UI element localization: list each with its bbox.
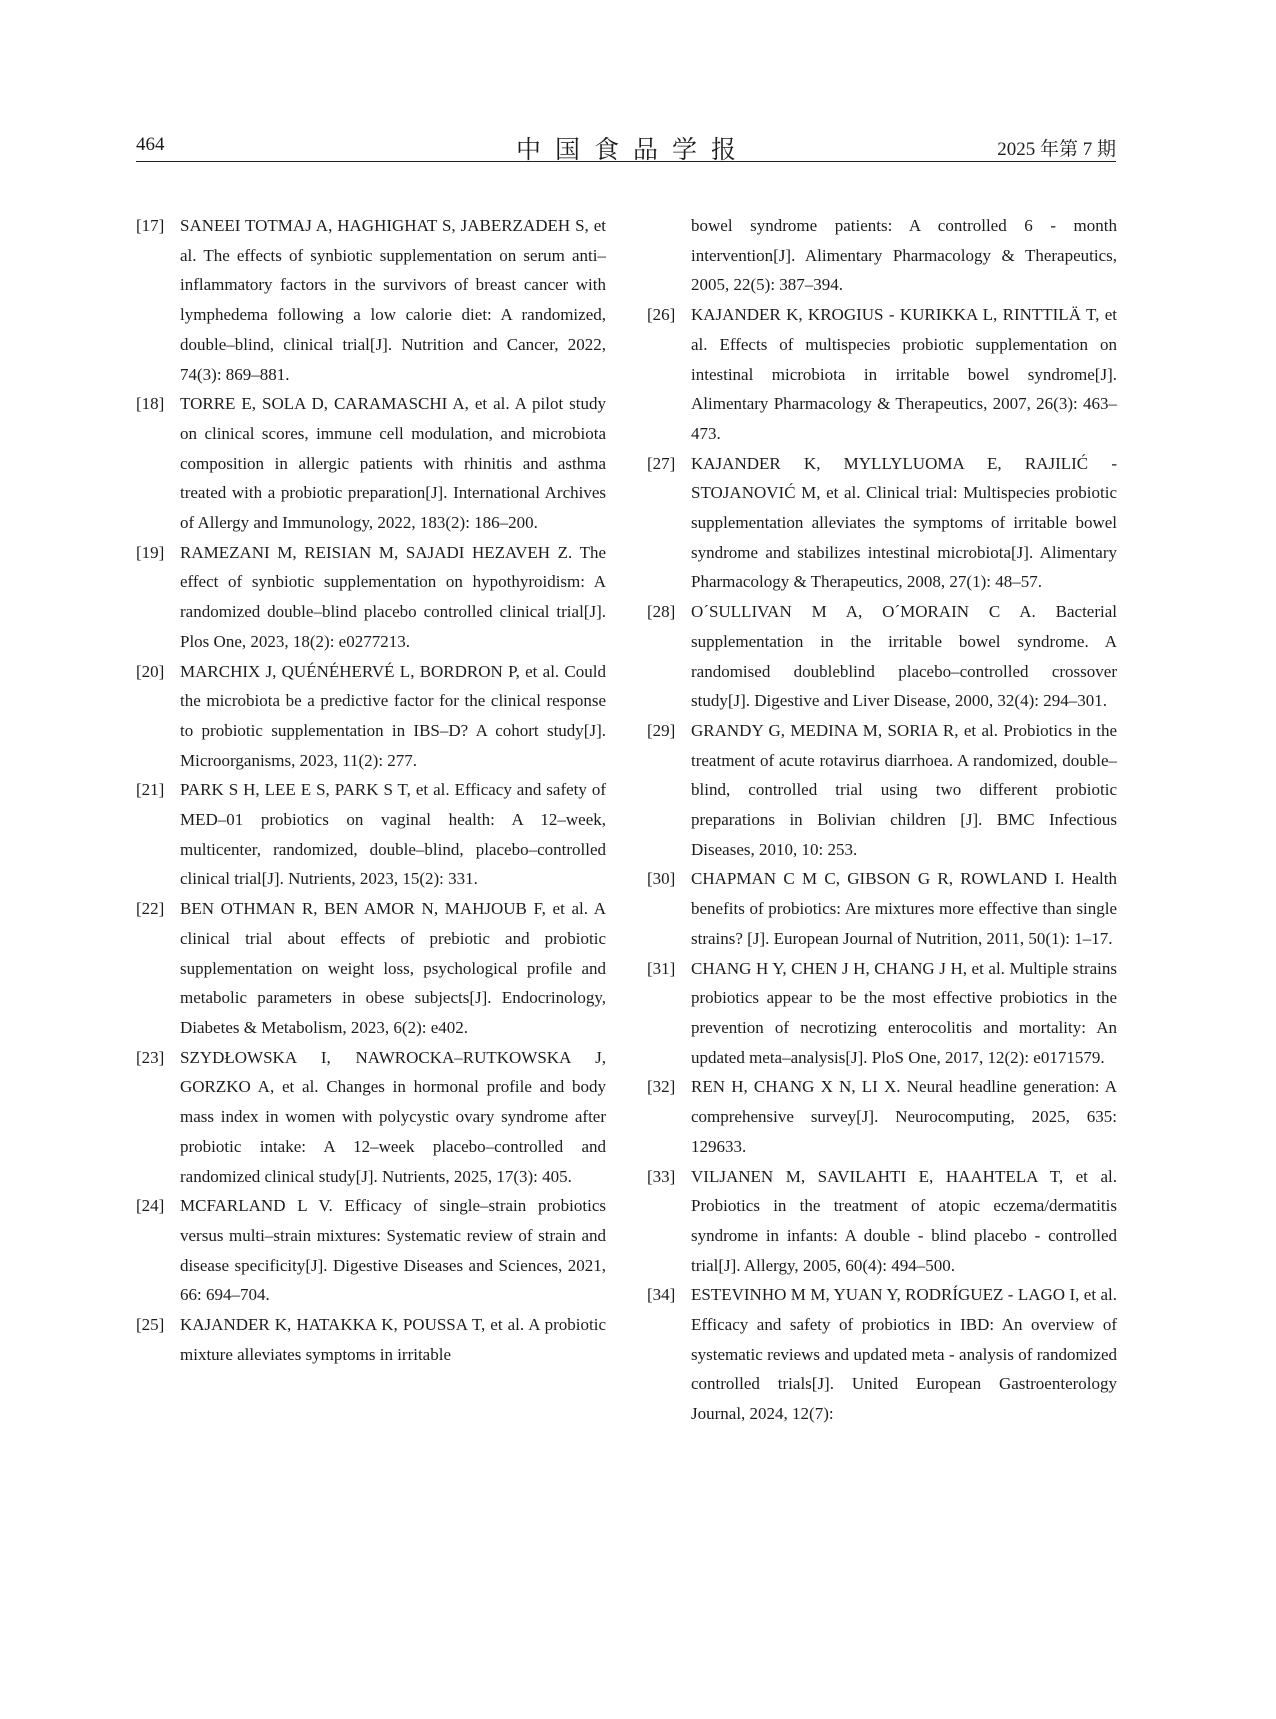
reference-text: CHANG H Y, CHEN J H, CHANG J H, et al. Multiple strains probiotics appear to be the most effective probiotics in the prevention of necrotizing enterocolitis and mortality: An updated meta–analysis[J]. PloS One, 2017, 12(2): e0171579. xyxy=(691,958,1117,1067)
reference-text: KAJANDER K, MYLLYLUOMA E, RAJILIĆ - STOJANOVIĆ M, et al. Clinical trial: Multispecies probiotic supplementation alleviates the symptoms of irritable bowel syndrome and stabilizes intestinal microbiota[J]. Alimentary Pharmacology & Therapeutics, 2008, 27(1): 48–57. xyxy=(691,453,1117,592)
reference-number: [30] xyxy=(647,869,676,889)
reference-item xyxy=(136,1310,606,1369)
reference-number: [21] xyxy=(136,780,165,800)
reference-number: [18] xyxy=(136,394,165,414)
reference-item xyxy=(647,864,1117,953)
reference-text: GRANDY G, MEDINA M, SORIA R, et al. Probiotics in the treatment of acute rotavirus diarrhoea. A randomized, double–blind, controlled trial using two different probiotic preparations in Bolivian children [J]. BMC Infectious Diseases, 2010, 10: 253. xyxy=(691,720,1117,859)
header-rule xyxy=(136,161,1116,162)
reference-text: ESTEVINHO M M, YUAN Y, RODRÍGUEZ - LAGO I, et al. Efficacy and safety of probiotics in IBD: An overview of systematic reviews and updated meta - analysis of randomized controlled trials[J]. United European Gastroenterology Journal, 2024, 12(7): xyxy=(691,1285,1117,1424)
reference-item xyxy=(647,597,1117,716)
reference-text: CHAPMAN C M C, GIBSON G R, ROWLAND I. Health benefits of probiotics: Are mixtures more effective than single strains? [J]. European Journal of Nutrition, 2011, 50(1): 1–17. xyxy=(691,869,1117,948)
reference-number: [20] xyxy=(136,661,165,681)
reference-text: MCFARLAND L V. Efficacy of single–strain probiotics versus multi–strain mixtures: Systematic review of strain and disease specificity[J]. Digestive Diseases and Sciences, 2021, 66: 694–704. xyxy=(180,1196,606,1305)
reference-number: [31] xyxy=(647,958,676,978)
reference-number: [22] xyxy=(136,899,165,919)
reference-item xyxy=(136,775,606,894)
reference-number: [34] xyxy=(647,1285,676,1305)
reference-text: RAMEZANI M, REISIAN M, SAJADI HEZAVEH Z. The effect of synbiotic supplementation on hypothyroidism: A randomized double–blind placebo controlled clinical trial[J]. Plos One, 2023, 18(2): e0277213. xyxy=(180,542,606,651)
reference-number: [23] xyxy=(136,1047,165,1067)
reference-number: [33] xyxy=(647,1166,676,1186)
reference-text: O´SULLIVAN M A, O´MORAIN C A. Bacterial supplementation in the irritable bowel syndrome. A randomised doubleblind placebo–controlled crossover study[J]. Digestive and Liver Disease, 2000, 32(4): 294–301. xyxy=(691,602,1117,711)
reference-number: [24] xyxy=(136,1196,165,1216)
reference-item xyxy=(136,538,606,657)
reference-text: SZYDŁOWSKA I, NAWROCKA–RUTKOWSKA J, GORZKO A, et al. Changes in hormonal profile and body mass index in women with polycystic ovary syndrome after probiotic intake: A 12–week placebo–controlled and randomized clinical study[J]. Nutrients, 2025, 17(3): 405. xyxy=(180,1047,606,1186)
reference-text: TORRE E, SOLA D, CARAMASCHI A, et al. A pilot study on clinical scores, immune cell modulation, and microbiota composition in allergic patients with rhinitis and asthma treated with a probiotic preparation[J]. International Archives of Allergy and Immunology, 2022, 183(2): 186–200. xyxy=(180,394,606,533)
reference-item xyxy=(647,716,1117,865)
reference-text: SANEEI TOTMAJ A, HAGHIGHAT S, JABERZADEH S, et al. The effects of synbiotic supplementation on serum anti–inflammatory factors in the survivors of breast cancer with lymphedema following a low calorie diet: A randomized, double–blind, clinical trial[J]. Nutrition and Cancer, 2022, 74(3): 869–881. xyxy=(180,216,606,384)
page-number: 464 xyxy=(136,134,165,155)
issue-label: 2025 年第 7 期 xyxy=(997,139,1116,160)
reference-text: KAJANDER K, KROGIUS - KURIKKA L, RINTTILÄ T, et al. Effects of multispecies probiotic supplementation on intestinal microbiota in irritable bowel syndrome[J]. Alimentary Pharmacology & Therapeutics, 2007, 26(3): 463–473. xyxy=(691,305,1117,443)
reference-item xyxy=(136,1191,606,1310)
reference-item xyxy=(647,1162,1117,1281)
reference-text: BEN OTHMAN R, BEN AMOR N, MAHJOUB F, et al. A clinical trial about effects of prebiotic and probiotic supplementation on weight loss, psychological profile and metabolic parameters in obese subjects[J]. Endocrinology, Diabetes & Metabolism, 2023, 6(2): e402. xyxy=(180,899,606,1037)
reference-column-left xyxy=(136,211,606,1369)
reference-number: [25] xyxy=(136,1315,165,1335)
reference-item xyxy=(647,449,1117,598)
reference-number: [26] xyxy=(647,305,676,325)
reference-number: [32] xyxy=(647,1077,676,1097)
reference-continuation xyxy=(647,211,1117,300)
reference-number: [17] xyxy=(136,216,165,235)
reference-text: PARK S H, LEE E S, PARK S T, et al. Efficacy and safety of MED–01 probiotics on vaginal health: A 12–week, multicenter, randomized, double–blind, placebo–controlled clinical trial[J]. Nutrients, 2023, 15(2): 331. xyxy=(180,780,606,889)
reference-number: [19] xyxy=(136,542,165,562)
reference-item xyxy=(647,1280,1117,1429)
reference-text: bowel syndrome patients: A controlled 6 - month intervention[J]. Alimentary Pharmacology & Therapeutics, 2005, 22(5): 387–394. xyxy=(691,216,1117,295)
reference-number: [27] xyxy=(647,453,676,473)
reference-item xyxy=(136,1043,606,1192)
reference-number: [28] xyxy=(647,602,676,622)
page-header xyxy=(136,130,1116,162)
reference-text: MARCHIX J, QUÉNÉHERVÉ L, BORDRON P, et al. Could the microbiota be a predictive factor for the clinical response to probiotic supplementation in IBS–D? A cohort study[J]. Microorganisms, 2023, 11(2): 277. xyxy=(180,661,606,770)
reference-item xyxy=(136,389,606,538)
journal-title: 中国食品学报 xyxy=(515,137,750,164)
reference-item xyxy=(136,657,606,776)
reference-item xyxy=(647,300,1117,449)
reference-item xyxy=(136,894,606,1043)
reference-item xyxy=(136,211,606,389)
reference-item xyxy=(647,954,1117,1073)
reference-text: VILJANEN M, SAVILAHTI E, HAAHTELA T, et al. Probiotics in the treatment of atopic eczema/dermatitis syndrome in infants: A double - blind placebo - controlled trial[J]. Allergy, 2005, 60(4): 494–500. xyxy=(691,1166,1117,1275)
reference-column-right xyxy=(647,211,1117,1429)
reference-item xyxy=(647,1072,1117,1161)
reference-number: [29] xyxy=(647,720,676,740)
reference-text: KAJANDER K, HATAKKA K, POUSSA T, et al. A probiotic mixture alleviates symptoms in irritable xyxy=(180,1315,606,1364)
reference-text: REN H, CHANG X N, LI X. Neural headline generation: A comprehensive survey[J]. Neurocomputing, 2025, 635: 129633. xyxy=(691,1077,1117,1156)
